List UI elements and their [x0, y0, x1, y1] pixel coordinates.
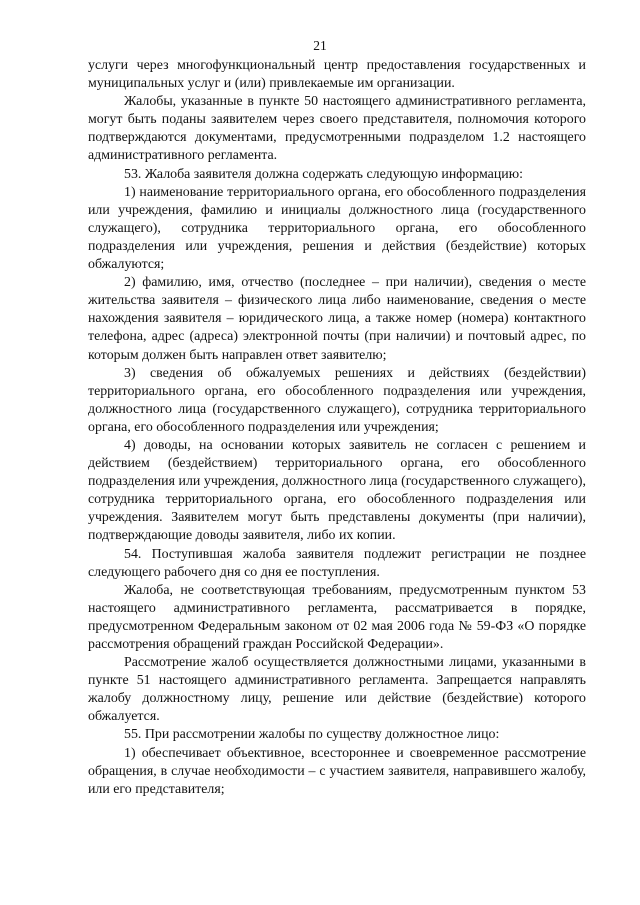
- paragraph-representative-complaint: Жалобы, указанные в пункте 50 настоящего административного регламента, могут быть поданы заявителем через своего представителя, полномочия которого подтверждаются документами, предусмотренными подразделом 1.2 настоящего административного регламента.: [88, 94, 586, 164]
- document-body: [88, 57, 586, 799]
- list-item-53-2: 2) фамилию, имя, отчество (последнее – при наличии), сведения о месте жительства заявителя – физического лица либо наименование, сведения о месте нахождения заявителя – юридического лица, а также номер (номера) контактного телефона, адрес (адреса) электронной почты (при наличии) и почтовый адрес, по которым должен быть направлен ответ заявителю;: [88, 275, 586, 363]
- paragraph-nonconforming-complaint: Жалоба, не соответствующая требованиям, предусмотренным пунктом 53 настоящего административного регламента, рассматривается в порядке, предусмотренном Федеральным законом от 02 мая 2006 года № 59-ФЗ «О порядке рассмотрения обращений граждан Российской Федерации».: [88, 582, 586, 652]
- list-item-53-4: 4) доводы, на основании которых заявитель не согласен с решением и действием (бездействием) территориального органа, его обособленного подразделения или учреждения, должностного лица (государственного служащего), сотрудника территориального органа, его обособленного подразделения или учреждения. Заявителем могут быть представлены документы (при наличии), подтверждающие доводы заявителя, либо их копии.: [88, 437, 586, 544]
- paragraph-section-54: 54. Поступившая жалоба заявителя подлежит регистрации не позднее следующего рабочего дня со дня ее поступления.: [88, 546, 586, 580]
- paragraph-continuation: услуги через многофункциональный центр предоставления государственных и муниципальных услуг и (или) привлекаемые им организации.: [88, 58, 586, 92]
- paragraph-section-53: 53. Жалоба заявителя должна содержать следующую информацию:: [124, 166, 523, 182]
- list-item-53-1: 1) наименование территориального органа, его обособленного подразделения или учреждения, фамилию и инициалы должностного лица (государственного служащего), сотрудника территориального органа, его обособленного подразделения или учреждения, решения и действия (бездействие) которых обжалуются;: [88, 184, 586, 273]
- paragraph-section-55: 55. При рассмотрении жалобы по существу должностное лицо:: [124, 727, 500, 743]
- list-item-55-1: 1) обеспечивает объективное, всестороннее и своевременное рассмотрение обращения, в случае необходимости – с участием заявителя, направившего жалобу, или его представителя;: [88, 745, 586, 797]
- page-number: 21: [313, 38, 327, 53]
- paragraph-complaint-review: Рассмотрение жалоб осуществляется должностными лицами, указанными в пункте 51 настоящего административного регламента. Запрещается направлять жалобу должностному лицу, решение или действие (бездействие) которого обжалуется.: [88, 655, 586, 725]
- list-item-53-3: 3) сведения об обжалуемых решениях и действиях (бездействии) территориального органа, его обособленного подразделения или учреждения, должностного лица (государственного служащего), сотрудника территориального органа, его обособленного подразделения или учреждения;: [88, 365, 586, 435]
